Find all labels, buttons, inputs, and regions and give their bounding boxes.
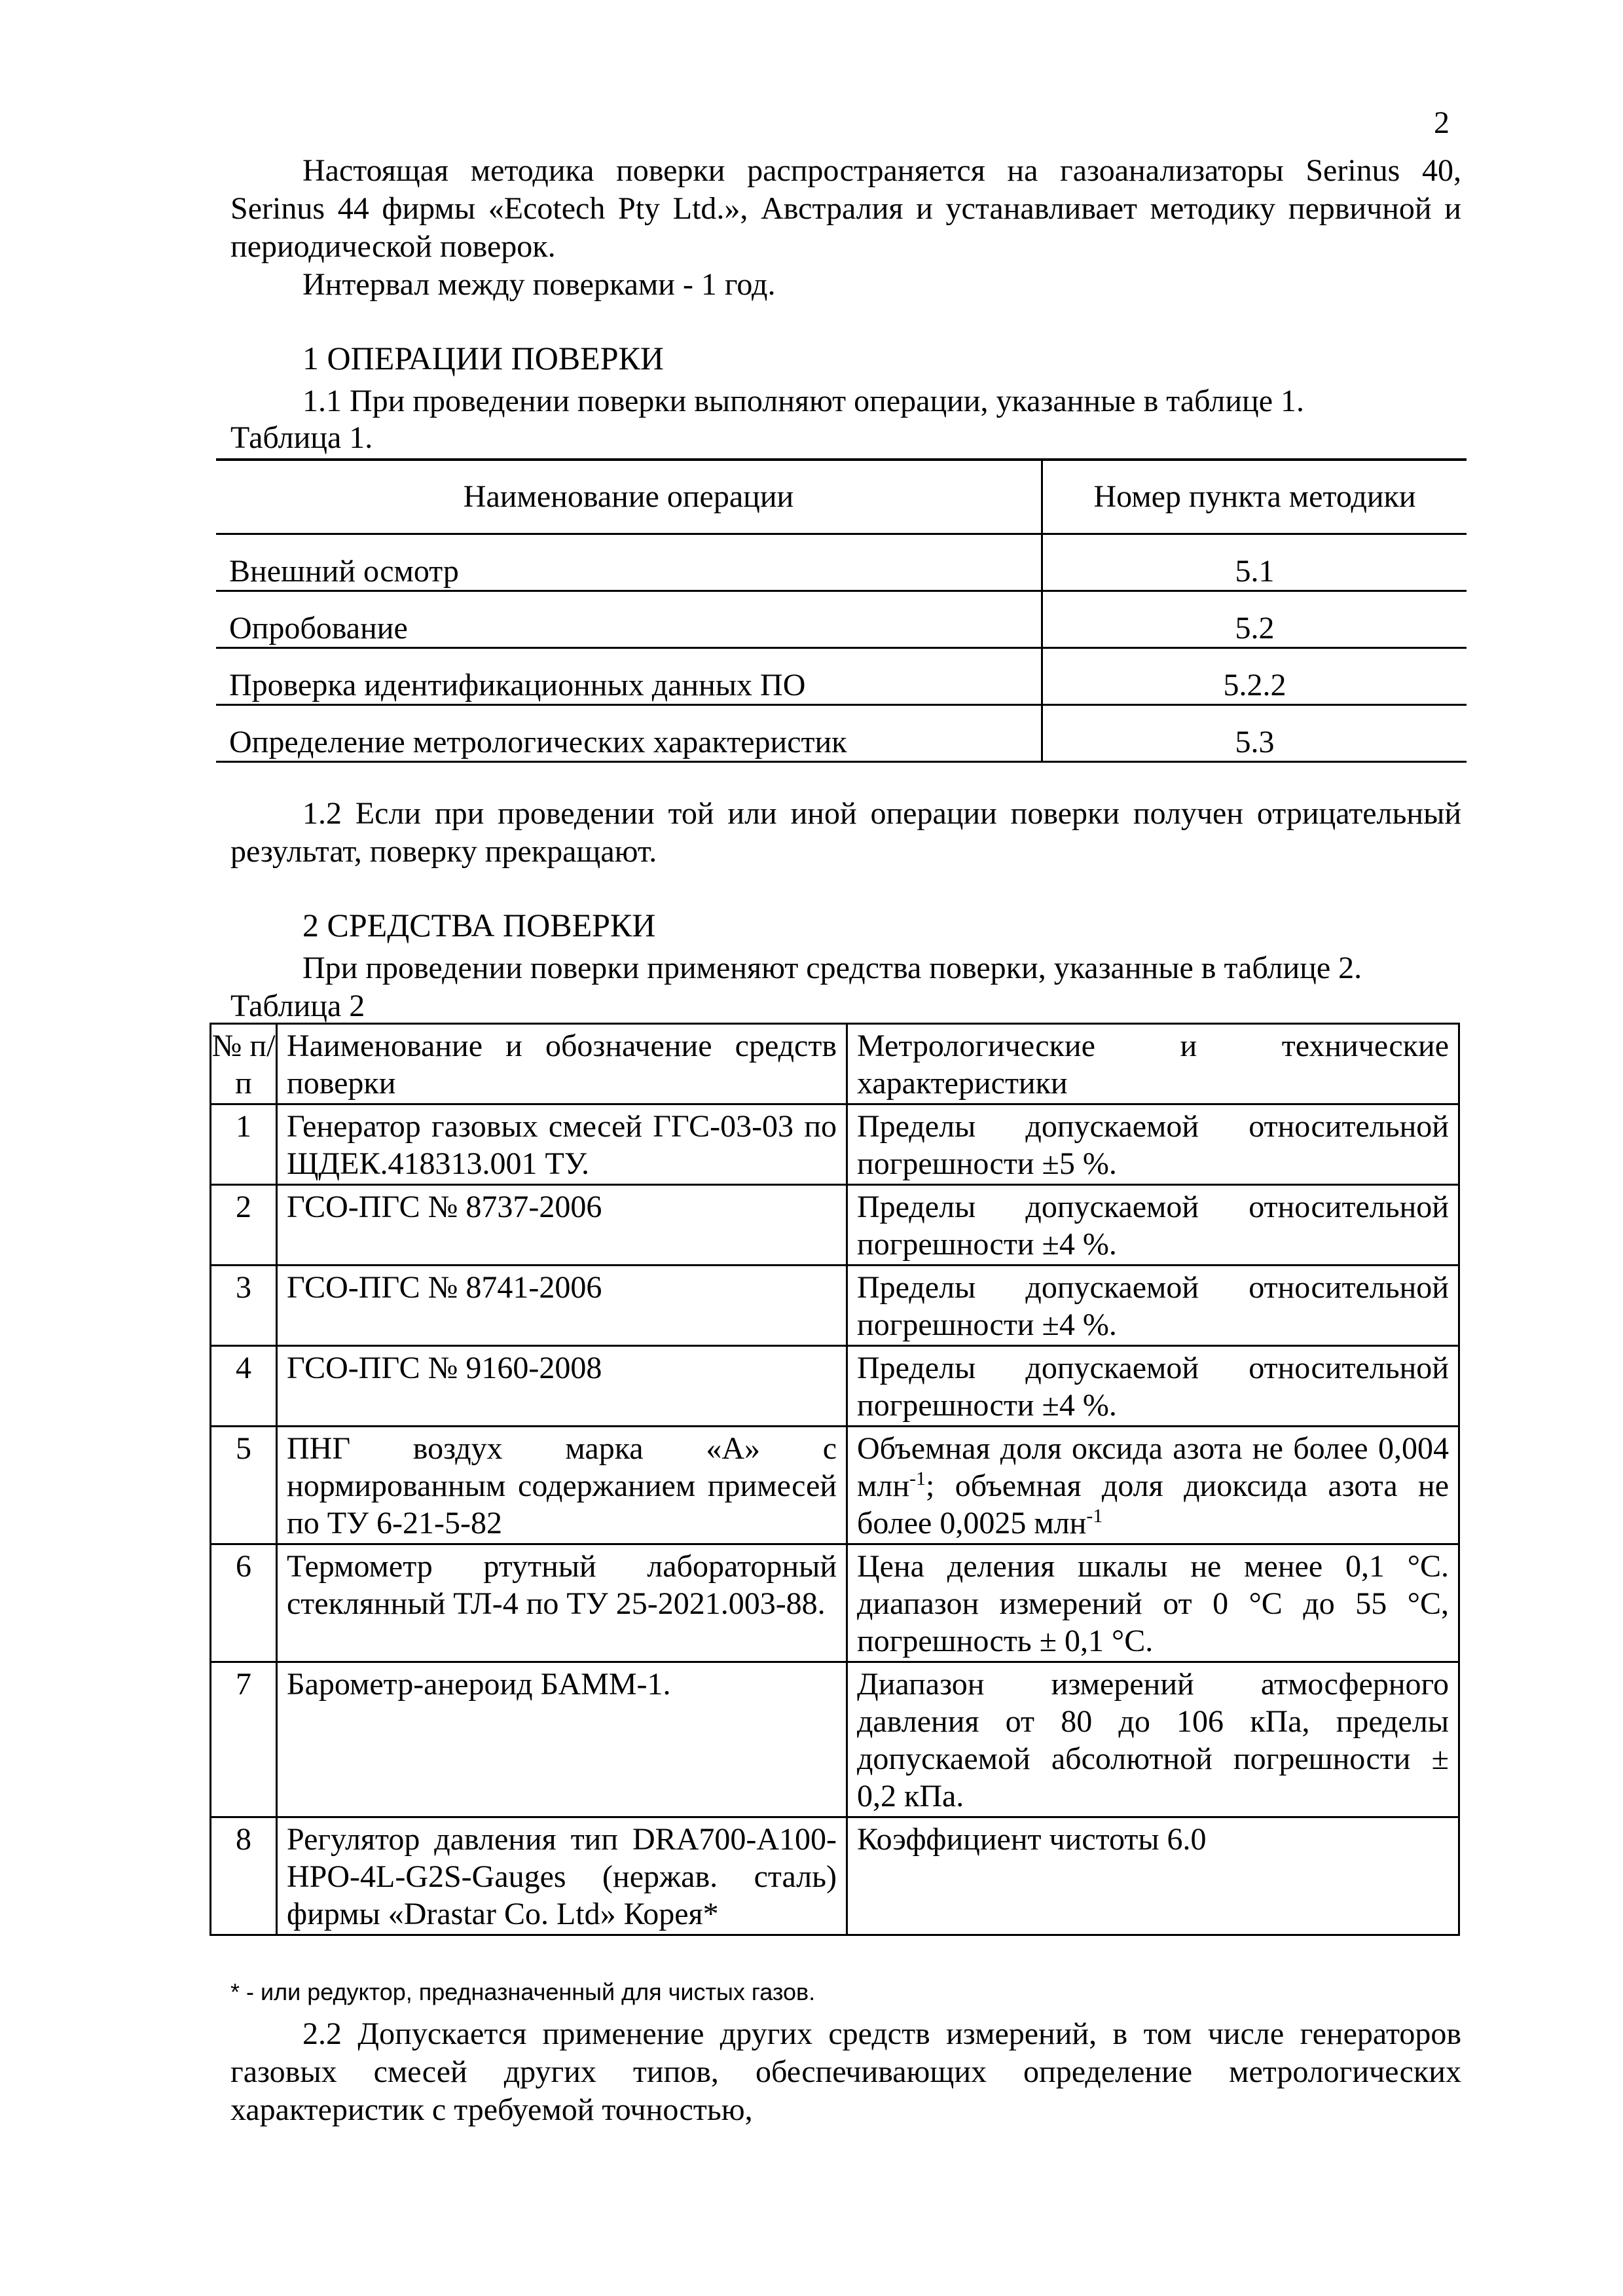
equipment-name: Генератор газовых смесей ГГС-03-03 по ЩДЕК.418313.001 ТУ. bbox=[277, 1104, 847, 1185]
page-number: 2 bbox=[1434, 105, 1450, 140]
paragraph-2-2: 2.2 Допускается применение других средств измерений, в том числе генераторов газовых смесей других типов, обеспечивающих определение метрологических характеристик с требуемой точностью, bbox=[230, 2016, 1461, 2127]
table-1-caption: Таблица 1. bbox=[230, 420, 373, 455]
equipment-name: Регулятор давления тип DRA700-A100-HPO-4L-G2S-Gauges (нержав. сталь) фирмы «Drastar Co. Ltd» Корея* bbox=[277, 1817, 847, 1935]
table-row bbox=[211, 1185, 1459, 1266]
table-row bbox=[211, 1817, 1459, 1935]
row-number: 6 bbox=[211, 1544, 277, 1662]
operation-name: Определение метрологических характеристик bbox=[216, 705, 1042, 762]
equipment-name: ГСО-ПГС № 8737-2006 bbox=[277, 1185, 847, 1266]
unit-exponent: -1 bbox=[909, 1468, 926, 1489]
paragraph-1-2: 1.2 Если при проведении той или иной операции поверки получен отрицательный результат, поверку прекращают. bbox=[230, 796, 1461, 869]
equipment-characteristics: Пределы допускаемой относительной погрешности ±4 %. bbox=[847, 1185, 1459, 1266]
table-2-caption: Таблица 2 bbox=[230, 989, 365, 1023]
column-header-name: Наименование и обозначение средств поверки bbox=[277, 1024, 847, 1104]
equipment-characteristics bbox=[847, 1427, 1459, 1544]
table-header-row bbox=[216, 460, 1467, 534]
equipment-name: ПНГ воздух марка «А» с нормированным содержанием примесей по ТУ 6-21-5-82 bbox=[277, 1427, 847, 1544]
clause-number: 5.2.2 bbox=[1042, 648, 1467, 705]
section-2-heading: 2 СРЕДСТВА ПОВЕРКИ bbox=[302, 907, 656, 943]
row-number: 4 bbox=[211, 1346, 277, 1427]
column-header-clause: Номер пункта методики bbox=[1042, 460, 1467, 534]
operation-name: Внешний осмотр bbox=[216, 534, 1042, 591]
column-header-operation: Наименование операции bbox=[216, 460, 1042, 534]
clause-number: 5.2 bbox=[1042, 591, 1467, 648]
column-header-characteristics: Метрологические и технические характеристики bbox=[847, 1024, 1459, 1104]
equipment-characteristics: Пределы допускаемой относительной погрешности ±4 %. bbox=[847, 1346, 1459, 1427]
equipment-name: ГСО-ПГС № 8741-2006 bbox=[277, 1266, 847, 1346]
row-number: 8 bbox=[211, 1817, 277, 1935]
row-number: 3 bbox=[211, 1266, 277, 1346]
clause-number: 5.3 bbox=[1042, 705, 1467, 762]
verification-interval: Интервал между поверками - 1 год. bbox=[302, 267, 776, 302]
table-header-row bbox=[211, 1024, 1459, 1104]
equipment-name: Барометр-анероид БАММ-1. bbox=[277, 1662, 847, 1817]
operation-name: Проверка идентификационных данных ПО bbox=[216, 648, 1042, 705]
intro-paragraph: Настоящая методика поверки распространяется на газоанализаторы Serinus 40, Serinus 44 фирмы «Ecotech Pty Ltd.», Австралия и устанавливает методику первичной и периодической поверок. bbox=[230, 153, 1461, 264]
table-footnote: * - или редуктор, предназначенный для чистых газов. bbox=[230, 1978, 816, 2005]
operations-table bbox=[216, 458, 1467, 763]
row-number: 1 bbox=[211, 1104, 277, 1185]
characteristics-part: ; объемная доля диоксида азота не более 0,0025 млн bbox=[857, 1468, 1449, 1540]
row-number: 5 bbox=[211, 1427, 277, 1544]
table-row bbox=[211, 1104, 1459, 1185]
characteristics-part: Объемная доля оксида азота не более 0,004 млн bbox=[857, 1431, 1449, 1503]
table-row bbox=[216, 705, 1467, 762]
table-row bbox=[211, 1427, 1459, 1544]
equipment-characteristics: Пределы допускаемой относительной погрешности ±4 %. bbox=[847, 1266, 1459, 1346]
operation-name: Опробование bbox=[216, 591, 1042, 648]
row-number: 7 bbox=[211, 1662, 277, 1817]
clause-number: 5.1 bbox=[1042, 534, 1467, 591]
table-row bbox=[211, 1266, 1459, 1346]
section-1-heading: 1 ОПЕРАЦИИ ПОВЕРКИ bbox=[302, 340, 664, 376]
section-1-intro: 1.1 При проведении поверки выполняют операции, указанные в таблице 1. bbox=[302, 384, 1304, 418]
table-row bbox=[216, 534, 1467, 591]
equipment-name: ГСО-ПГС № 9160-2008 bbox=[277, 1346, 847, 1427]
verification-equipment-table bbox=[210, 1023, 1460, 1936]
table-row bbox=[211, 1346, 1459, 1427]
unit-exponent: -1 bbox=[1086, 1505, 1103, 1527]
equipment-name: Термометр ртутный лабораторный стеклянный ТЛ-4 по ТУ 25-2021.003-88. bbox=[277, 1544, 847, 1662]
equipment-characteristics: Пределы допускаемой относительной погрешности ±5 %. bbox=[847, 1104, 1459, 1185]
column-header-number: № п/п bbox=[211, 1024, 277, 1104]
equipment-characteristics: Коэффициент чистоты 6.0 bbox=[847, 1817, 1459, 1935]
table-row bbox=[211, 1544, 1459, 1662]
row-number: 2 bbox=[211, 1185, 277, 1266]
equipment-characteristics: Диапазон измерений атмосферного давления от 80 до 106 кПа, пределы допускаемой абсолютной погрешности ± 0,2 кПа. bbox=[847, 1662, 1459, 1817]
table-row bbox=[216, 591, 1467, 648]
equipment-characteristics: Цена деления шкалы не менее 0,1 °С. диапазон измерений от 0 °С до 55 °С, погрешность ± 0,1 °С. bbox=[847, 1544, 1459, 1662]
table-row bbox=[211, 1662, 1459, 1817]
section-2-intro: При проведении поверки применяют средства поверки, указанные в таблице 2. bbox=[302, 951, 1362, 985]
table-row bbox=[216, 648, 1467, 705]
